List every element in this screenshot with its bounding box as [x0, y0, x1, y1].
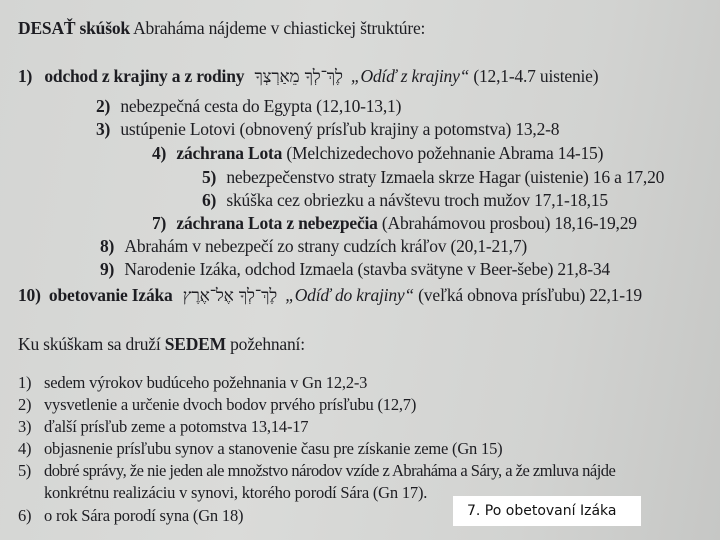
heading-seven-blessings: Ku skúškam sa druží SEDEM požehnaní:: [18, 334, 305, 354]
chiasm-item-8: 8) Abrahám v nebezpečí zo strany cudzích kráľov (20,1-21,7): [100, 236, 527, 256]
chiasm-item-5: 5) nebezpečenstvo straty Izmaela skrze Hagar (uistenie) 16 a 17,20: [202, 167, 665, 187]
slide-caption: 7. Po obetovaní Izáka: [453, 496, 641, 526]
blessing-item-5: 5) dobré správy, že nie jeden ale množstvo národov vzíde z Abraháma a Sáry, a že zmluva nájde: [18, 461, 616, 480]
blessing-item-4: 4) objasnenie prísľubu synov a stanovenie času pre získanie zeme (Gn 15): [18, 439, 503, 458]
chiasm-item-10: 10) obetovanie Izáka לֶךְ־לְךָ אֶל־אֶרֶץ „Odíď do krajiny“ (veľká obnova prísľubu) 22,1-19: [18, 285, 642, 306]
chiasm-item-9: 9) Narodenie Izáka, odchod Izmaela (stavba svätyne v Beer-šebe) 21,8-34: [100, 259, 610, 279]
blessing-item-2: 2) vysvetlenie a určenie dvoch bodov prvého prísľubu (12,7): [18, 395, 417, 414]
blessing-item-1: 1) sedem výrokov budúceho požehnania v Gn 12,2-3: [18, 373, 368, 392]
chiasm-item-7: 7) záchrana Lota z nebezpečia (Abrahámovou prosbou) 18,16-19,29: [152, 213, 637, 233]
chiasm-item-6: 6) skúška cez obriezku a návštevu troch mužov 17,1-18,15: [202, 190, 608, 210]
blessing-item-3: 3) ďalší prísľub zeme a potomstva 13,14-17: [18, 417, 309, 436]
blessing-item-5-continued: konkrétnu realizáciu v synovi, ktorého porodí Sára (Gn 17).: [44, 483, 428, 502]
heading-ten-trials: DESAŤ skúšok Abraháma nájdeme v chiastickej štruktúre:: [18, 18, 426, 38]
chiasm-item-4: 4) záchrana Lota (Melchizedechovo požehnanie Abrama 14-15): [152, 143, 604, 163]
blessing-item-6: 6) o rok Sára porodí syna (Gn 18): [18, 506, 244, 525]
chiasm-item-1: 1) odchod z krajiny a z rodiny לֶךְ־לְךָ מֵאַרְצְךָ „Odíď z krajiny“ (12,1-4.7 uistenie): [18, 66, 599, 87]
chiasm-item-3: 3) ustúpenie Lotovi (obnovený prísľub krajiny a potomstva) 13,2-8: [96, 119, 560, 139]
chiasm-item-2: 2) nebezpečná cesta do Egypta (12,10-13,1): [96, 96, 402, 116]
